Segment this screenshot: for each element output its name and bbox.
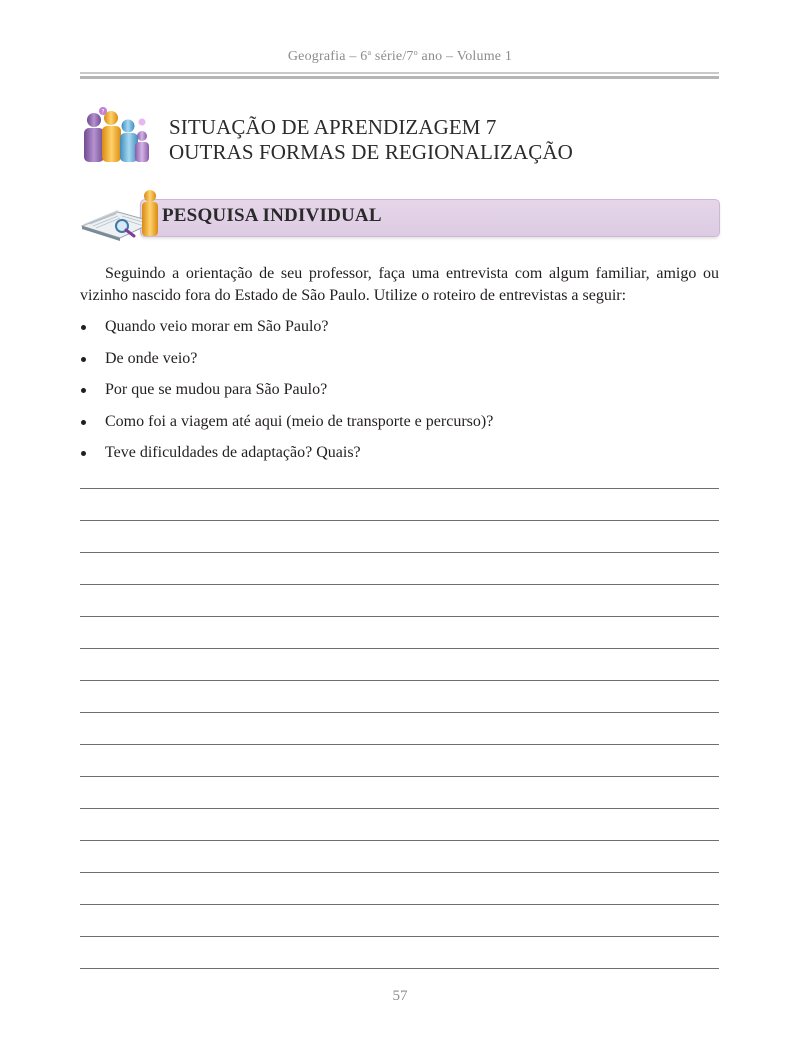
answer-line [80, 840, 719, 841]
answer-line [80, 936, 719, 937]
people-group-icon [80, 106, 152, 166]
answer-line [80, 488, 719, 489]
page-number: 57 [392, 988, 408, 1004]
answer-lines [80, 488, 719, 1000]
answer-line [80, 712, 719, 713]
header-rule [80, 72, 719, 74]
list-item [80, 317, 719, 349]
bullet-icon [81, 451, 86, 456]
answer-line [80, 968, 719, 969]
question-text: Quando veio morar em São Paulo? [105, 318, 329, 335]
section-title-line-2: OUTRAS FORMAS DE REGIONALIZAÇÃO [169, 140, 573, 164]
answer-line [80, 520, 719, 521]
header-superscript: o [413, 48, 418, 57]
answer-line [80, 616, 719, 617]
bullet-icon [81, 325, 86, 330]
intro-paragraph: Seguindo a orientação de seu professor, faça uma entrevista com algum familiar, amigo ou vizinho nascido fora do Estado de São Paulo. Utilize o roteiro de entrevistas a seguir: [80, 265, 719, 304]
header-superscript: a [367, 48, 372, 57]
bullet-icon [81, 388, 86, 393]
answer-line [80, 872, 719, 873]
section-title [169, 115, 573, 165]
header-rule [80, 76, 719, 79]
question-text: De onde veio? [105, 349, 198, 367]
answer-line [80, 552, 719, 553]
list-item [80, 380, 719, 412]
answer-line [80, 648, 719, 649]
svg-text:?: ? [101, 108, 105, 116]
question-list [80, 317, 719, 475]
list-item [80, 412, 719, 444]
answer-line [80, 744, 719, 745]
header-text: Geografia – 6 [287, 49, 368, 64]
list-item [80, 443, 719, 475]
running-header [0, 48, 800, 65]
answer-line [80, 808, 719, 809]
answer-line [80, 584, 719, 585]
question-text: Teve dificuldades de adaptação? Quais? [105, 444, 361, 461]
activity-label: PESQUISA INDIVIDUAL [162, 205, 382, 226]
answer-line [80, 904, 719, 905]
book-magnifier-icon [78, 188, 166, 244]
answer-line [80, 776, 719, 777]
question-text: Por que se mudou para São Paulo? [105, 381, 328, 398]
list-item [80, 349, 719, 381]
section-title-line-1: SITUAÇÃO DE APRENDIZAGEM 7 [169, 115, 497, 139]
bullet-icon [81, 357, 86, 362]
header-text: ano – Volume 1 [417, 49, 513, 64]
question-text: Como foi a viagem até aqui (meio de transporte e percurso)? [105, 412, 494, 430]
bullet-icon [81, 420, 86, 425]
header-text: série/7 [371, 49, 414, 64]
answer-line [80, 680, 719, 681]
